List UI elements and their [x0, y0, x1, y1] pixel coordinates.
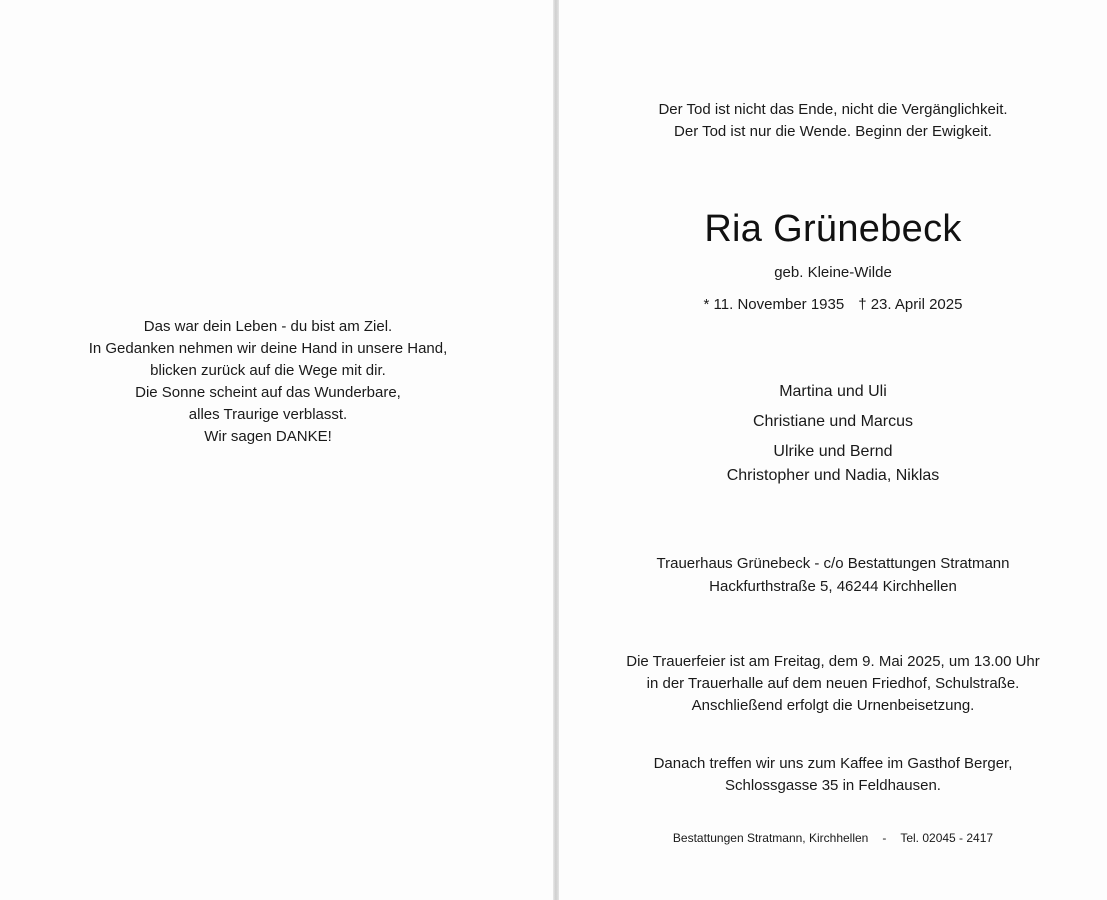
farewell-poem	[0, 316, 536, 448]
poem-line: alles Traurige verblasst.	[188, 406, 348, 423]
maiden-name: geb. Kleine-Wilde	[774, 264, 892, 281]
address-line: Hackfurthstraße 5, 46244 Kirchhellen	[709, 578, 957, 595]
birth-date: * 11. November 1935	[703, 296, 845, 313]
poem-line: blicken zurück auf die Wege mit dir.	[150, 362, 386, 379]
undertaker-phone: Tel. 02045 - 2417	[900, 831, 994, 845]
coffee-line: Danach treffen wir uns zum Kaffee im Gasthof Berger,	[653, 755, 1013, 772]
mourner-entry: Christopher und Nadia, Niklas	[726, 467, 940, 484]
poem-line: In Gedanken nehmen wir deine Hand in unsere Hand,	[88, 340, 448, 357]
right-page	[559, 0, 1107, 900]
service-line: Die Trauerfeier ist am Freitag, dem 9. Mai 2025, um 13.00 Uhr	[626, 653, 1040, 670]
opening-quote	[559, 99, 1107, 143]
poem-line: Das war dein Leben - du bist am Ziel.	[143, 318, 393, 335]
service-line: Anschließend erfolgt die Urnenbeisetzung.	[691, 697, 975, 714]
coffee-gathering-info	[559, 753, 1107, 797]
service-line: in der Trauerhalle auf dem neuen Friedhof, Schulstraße.	[646, 675, 1020, 692]
mourner-entry: Christiane und Marcus	[752, 413, 914, 430]
coffee-line: Schlossgasse 35 in Feldhausen.	[725, 777, 941, 794]
poem-line: Wir sagen DANKE!	[204, 428, 332, 445]
address-line: Trauerhaus Grünebeck - c/o Bestattungen Stratmann	[656, 555, 1010, 572]
mourners-list	[559, 380, 1107, 488]
quote-line: Der Tod ist nur die Wende. Beginn der Ewigkeit.	[674, 123, 992, 140]
mourner-entry: Ulrike und Bernd	[773, 443, 893, 460]
poem-line: Die Sonne scheint auf das Wunderbare,	[135, 384, 401, 401]
quote-line: Der Tod ist nicht das Ende, nicht die Vergänglichkeit.	[658, 101, 1008, 118]
deceased-name: Ria Grünebeck	[704, 208, 962, 250]
funeral-service-info	[559, 651, 1107, 717]
life-dates	[559, 294, 1107, 316]
left-page	[0, 0, 553, 900]
undertaker-name: Bestattungen Stratmann, Kirchhellen	[672, 831, 869, 845]
death-date: † 23. April 2025	[858, 296, 963, 313]
undertaker-footer	[559, 829, 1107, 847]
mourning-house-address	[559, 552, 1107, 598]
mourner-entry: Martina und Uli	[779, 383, 887, 400]
footer-separator: -	[882, 831, 887, 845]
